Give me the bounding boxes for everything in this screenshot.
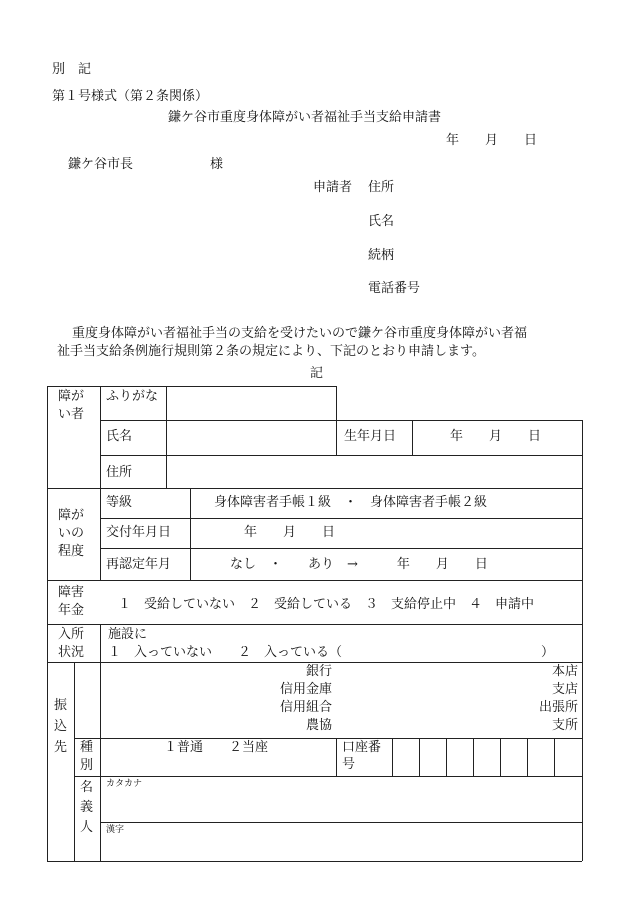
holder-katakana-input[interactable] [102, 790, 580, 821]
bank-type-nokyo: 農協 [305, 718, 332, 733]
account-kind-label-1: 種 [80, 740, 94, 755]
facility-options[interactable]: １ 入っていない ２ 入っている（ [108, 645, 343, 660]
recert-options[interactable]: なし ・ あり → 年 月 日 [230, 557, 488, 572]
holder-kanji-label: 漢字 [106, 825, 125, 835]
holder-label-3: 人 [80, 820, 94, 835]
holder-label-2: 義 [80, 800, 94, 815]
disabled-person-label-2: い者 [58, 407, 85, 422]
transfer-label-1: 振 [54, 698, 68, 713]
holder-katakana-label: カタカナ [106, 779, 143, 789]
branch-type-shuchojo: 出張所 [538, 700, 578, 715]
facility-label-2: 状況 [58, 645, 85, 660]
account-number-label-2: 号 [342, 757, 356, 772]
address-input[interactable] [168, 457, 580, 487]
furigana-input[interactable] [168, 388, 334, 419]
pension-label-2: 年金 [58, 603, 85, 618]
degree-label-3: 程度 [58, 544, 85, 559]
issue-date-label: 交付年月日 [106, 525, 172, 540]
holder-label-1: 名 [80, 780, 94, 795]
branch-type-shiten: 支店 [551, 682, 578, 697]
addressee-honorific: 様 [210, 157, 224, 172]
applicant-address-label[interactable]: 住所 [368, 180, 395, 195]
ki-label: 記 [310, 366, 324, 381]
body-text-line1: 重度身体障がい者福祉手当の支給を受けたいので鎌ケ谷市重度身体障がい者福 [72, 326, 528, 341]
account-number-label-1: 口座番 [342, 740, 382, 755]
bank-type-shinkin: 信用金庫 [279, 682, 332, 697]
branch-type-shisho: 支所 [551, 718, 578, 733]
addressee: 鎌ケ谷市長 [68, 157, 134, 172]
grade-label: 等級 [106, 495, 133, 510]
account-kind-label-2: 別 [80, 758, 94, 773]
holder-kanji-input[interactable] [102, 836, 580, 860]
grade-options[interactable]: 身体障害者手帳１級 ・ 身体障害者手帳２級 [214, 495, 488, 510]
date-field[interactable]: 年 月 日 [446, 133, 538, 148]
birth-date-label: 生年月日 [344, 429, 397, 444]
applicant-label: 申請者 [313, 180, 353, 195]
facility-paren-close: ） [541, 645, 555, 660]
applicant-relation-label[interactable]: 続柄 [368, 248, 395, 263]
birth-date-value[interactable]: 年 月 日 [450, 429, 542, 444]
branch-type-honten: 本店 [551, 664, 578, 679]
disabled-person-label-1: 障が [58, 389, 85, 404]
facility-label-1: 入所 [58, 627, 85, 642]
recert-label: 再認定年月 [106, 557, 172, 572]
account-number-input[interactable] [393, 739, 581, 775]
furigana-label: ふりがな [106, 389, 159, 404]
body-text-line2: 祉手当支給条例施行規則第２条の規定により、下記のとおり申請します。 [57, 344, 485, 359]
transfer-label-3: 先 [54, 740, 68, 755]
name-input[interactable] [168, 422, 334, 454]
account-kind-options[interactable]: １普通 ２当座 [164, 740, 269, 755]
facility-prefix: 施設に [108, 627, 148, 642]
bekki-label: 別 記 [52, 62, 92, 77]
transfer-label-2: 込 [54, 719, 68, 734]
pension-options[interactable]: １ 受給していない ２ 受給している ３ 支給停止中 ４ 申請中 [118, 597, 535, 612]
bank-type-shinkumi: 信用組合 [279, 700, 332, 715]
bank-type-bank: 銀行 [305, 664, 332, 679]
pension-label-1: 障害 [58, 585, 85, 600]
name-label: 氏名 [106, 429, 133, 444]
form-title: 鎌ケ谷市重度身体障がい者福祉手当支給申請書 [168, 110, 442, 125]
applicant-name-label[interactable]: 氏名 [368, 214, 395, 229]
issue-date-value[interactable]: 年 月 日 [244, 525, 336, 540]
applicant-phone-label[interactable]: 電話番号 [368, 281, 421, 296]
address-label: 住所 [106, 465, 133, 480]
degree-label-1: 障が [58, 508, 85, 523]
form-number: 第１号様式（第２条関係） [52, 89, 209, 104]
degree-label-2: いの [58, 526, 85, 541]
